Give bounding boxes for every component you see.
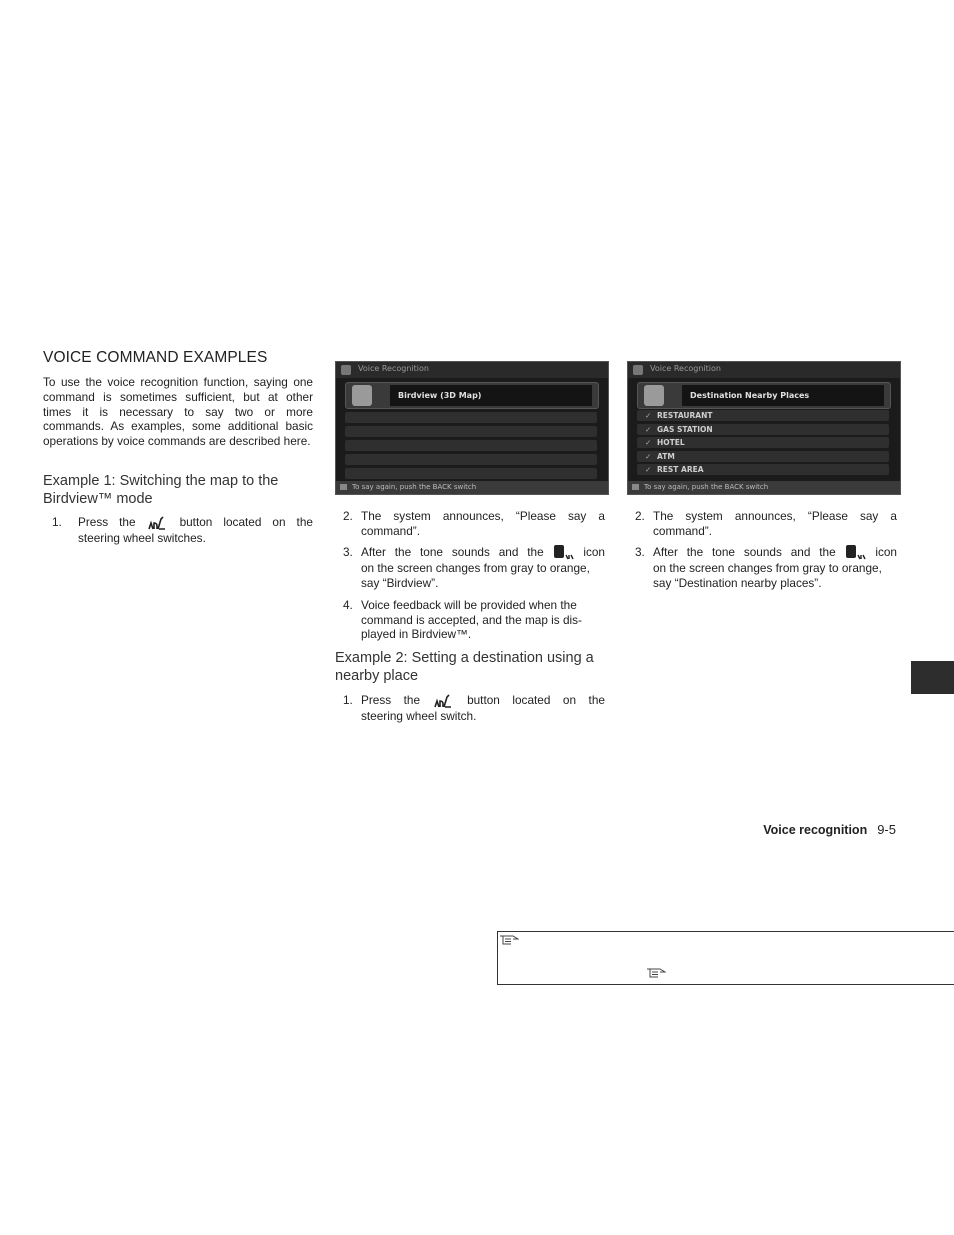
step-text: and — [790, 545, 811, 559]
footer-hint: To say again, push the BACK switch — [352, 483, 477, 491]
col3-step3 — [635, 545, 897, 591]
empty-row — [345, 412, 597, 423]
pointing-hand-icon — [646, 966, 666, 984]
option-label: REST AREA — [657, 465, 704, 474]
option-row — [637, 437, 889, 448]
option-row — [637, 424, 889, 435]
voice-recognition-screen-birdview — [335, 361, 609, 495]
step-text: located — [223, 515, 262, 529]
col3-step2 — [635, 509, 897, 539]
step-text: icon — [875, 545, 897, 559]
empty-row — [345, 468, 597, 479]
step-text: steering wheel switches. — [78, 531, 206, 545]
step-text: command is accepted, and the map is dis- — [361, 612, 582, 627]
step-text: say — [567, 509, 587, 523]
talk-button-icon — [147, 515, 169, 531]
step-text: say “Birdview”. — [361, 575, 439, 590]
step-text: the — [403, 693, 421, 707]
col2-step2 — [343, 509, 605, 539]
step-text: and — [498, 545, 519, 559]
option-icon: ✓ — [645, 425, 652, 434]
page-number: 9-5 — [877, 822, 896, 837]
footer-section: Voice recognition — [763, 823, 868, 837]
step-number: 3. — [343, 545, 353, 559]
talk-button-icon — [433, 693, 455, 709]
option-label: RESTAURANT — [657, 411, 713, 420]
page-footer — [763, 822, 896, 837]
step-text: announces, — [442, 509, 504, 523]
step-text: command”. — [361, 523, 421, 538]
step-text: After — [361, 545, 386, 559]
option-label: HOTEL — [657, 438, 685, 447]
option-row — [637, 451, 889, 462]
pointing-hand-icon — [499, 933, 519, 951]
step-text: system — [685, 509, 723, 523]
step-text: the — [527, 545, 544, 559]
step-text: “Please — [515, 509, 556, 523]
voice-icon — [633, 365, 643, 375]
step-text: the — [819, 545, 836, 559]
command-label: Destination Nearby Places — [682, 385, 884, 406]
screen-title: Voice Recognition — [650, 364, 721, 373]
step-text: the — [119, 515, 136, 529]
back-icon — [632, 484, 639, 490]
step-text: “Please — [807, 509, 848, 523]
col2-step3 — [343, 545, 605, 591]
step-number: 2. — [343, 509, 353, 523]
option-label: ATM — [657, 452, 675, 461]
screen-title: Voice Recognition — [358, 364, 429, 373]
step-text: After — [653, 545, 678, 559]
step-text: on the screen changes from gray to orange, — [361, 561, 590, 575]
step-text: The — [653, 509, 674, 523]
step-text: system — [393, 509, 431, 523]
step-number: 4. — [343, 598, 353, 612]
screen-footer — [336, 481, 608, 494]
step-number: 1. — [52, 515, 62, 529]
step-text: Voice feedback will be provided when the — [361, 598, 577, 612]
example2-step1 — [343, 693, 605, 723]
speaker-icon — [644, 385, 664, 406]
step-text: the — [588, 693, 605, 707]
step-text: sounds — [451, 545, 490, 559]
step-text: located — [512, 693, 551, 707]
example1-step1 — [52, 515, 313, 547]
step-text: announces, — [734, 509, 796, 523]
reference-box — [497, 931, 954, 985]
command-row — [637, 382, 891, 409]
step-number: 3. — [635, 545, 645, 559]
step-text: a — [890, 509, 897, 523]
intro-paragraph: To use the voice recognition function, saying one command is sometimes sufficient, but at other times it is necessary to say two or more commands. As examples, some additional basic operations by voice commands are described here. — [43, 375, 313, 449]
option-icon: ✓ — [645, 465, 652, 474]
step-text: The — [361, 509, 382, 523]
step-number: 2. — [635, 509, 645, 523]
voice-icon — [341, 365, 351, 375]
option-icon: ✓ — [645, 411, 652, 420]
step-text: sounds — [743, 545, 782, 559]
screen-titlebar — [628, 362, 900, 378]
example1-title: Example 1: Switching the map to the Birdview™ mode — [43, 473, 279, 507]
voice-command-icon — [553, 545, 575, 561]
option-icon: ✓ — [645, 438, 652, 447]
step-number: 1. — [343, 693, 353, 707]
screen-footer — [628, 481, 900, 494]
step-text: tone — [420, 545, 443, 559]
empty-row — [345, 440, 597, 451]
step-text: command”. — [653, 523, 713, 538]
option-icon: ✓ — [645, 452, 652, 461]
step-text: steering wheel switch. — [361, 709, 477, 723]
speaker-icon — [352, 385, 372, 406]
screen-titlebar — [336, 362, 608, 378]
command-label: Birdview (3D Map) — [390, 385, 592, 406]
footer-hint: To say again, push the BACK switch — [644, 483, 769, 491]
step-text: Press — [361, 693, 392, 707]
step-text: button — [179, 515, 213, 529]
step-text: on — [272, 515, 286, 529]
step-text: Press — [78, 515, 109, 529]
step-text: the — [686, 545, 704, 559]
voice-command-icon — [845, 545, 867, 561]
step-text: the — [296, 515, 313, 529]
back-icon — [340, 484, 347, 490]
step-text: tone — [712, 545, 735, 559]
voice-recognition-screen-nearby — [627, 361, 901, 495]
step-text: a — [598, 509, 605, 523]
step-text: on the screen changes from gray to orange, — [653, 561, 882, 575]
step-text: on — [562, 693, 577, 707]
step-text: icon — [583, 545, 605, 559]
empty-row — [345, 426, 597, 437]
section-title: VOICE COMMAND EXAMPLES — [43, 349, 268, 366]
chapter-tab — [911, 661, 954, 694]
option-row — [637, 464, 889, 475]
example2-title: Example 2: Setting a destination using a nearby place — [335, 650, 594, 684]
col2-step4 — [343, 598, 605, 644]
option-label: GAS STATION — [657, 425, 713, 434]
step-text: say “Destination nearby places”. — [653, 575, 822, 590]
option-row — [637, 410, 889, 421]
command-row — [345, 382, 599, 409]
step-text: button — [467, 693, 500, 707]
empty-row — [345, 454, 597, 465]
step-text: the — [394, 545, 412, 559]
step-text: say — [859, 509, 879, 523]
step-text: played in Birdview™. — [361, 627, 472, 642]
